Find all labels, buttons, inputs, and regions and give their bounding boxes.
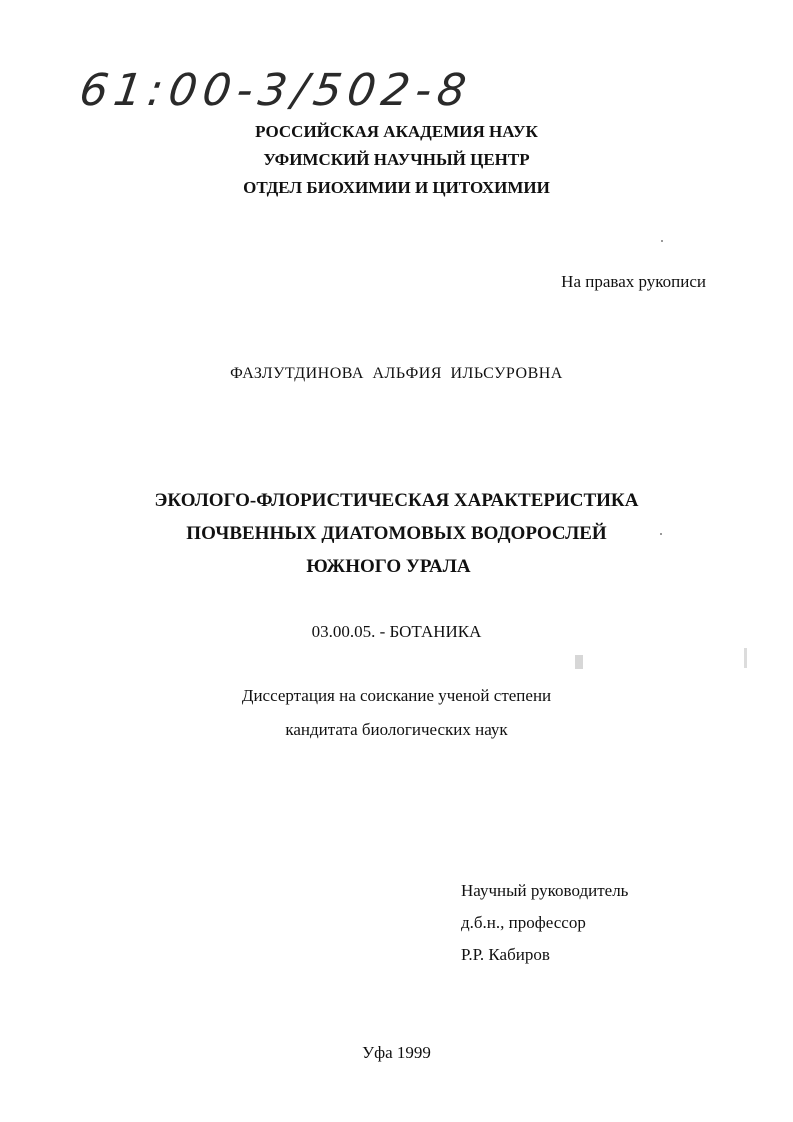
scan-speck <box>661 240 663 242</box>
specialty-code: 03.00.05. - БОТАНИКА <box>311 622 482 641</box>
dissertation-line-1: Диссертация на соискание ученой степени <box>241 686 552 705</box>
dissertation-line-2: кандитата биологических наук <box>285 720 508 739</box>
supervisor-degree: д.б.н., профессор <box>461 913 586 932</box>
archive-number-handwritten: 61:00-3/502-8 <box>76 65 476 116</box>
supervisor-name: Р.Р. Кабиров <box>461 945 550 964</box>
author-name: ФАЗЛУТДИНОВА АЛЬФИЯ ИЛЬСУРОВНА <box>230 365 563 382</box>
institution-line-3: ОТДЕЛ БИОХИМИИ И ЦИТОХИМИИ <box>243 178 550 197</box>
institution-line-2: УФИМСКИЙ НАУЧНЫЙ ЦЕНТР <box>263 150 530 169</box>
thesis-title-line-3: ЮЖНОГО УРАЛА <box>306 556 471 577</box>
thesis-title-line-2: ПОЧВЕННЫХ ДИАТОМОВЫХ ВОДОРОСЛЕЙ <box>186 523 607 544</box>
city-year: Уфа 1999 <box>362 1043 431 1062</box>
scan-speck <box>660 533 662 535</box>
scan-speck <box>744 648 747 668</box>
institution-line-1: РОССИЙСКАЯ АКАДЕМИЯ НАУК <box>255 122 538 141</box>
supervisor-role: Научный руководитель <box>461 881 629 900</box>
manuscript-rights-note: На правах рукописи <box>561 272 706 291</box>
thesis-title-line-1: ЭКОЛОГО-ФЛОРИСТИЧЕСКАЯ ХАРАКТЕРИСТИКА <box>154 490 639 511</box>
scan-speck <box>575 655 583 669</box>
